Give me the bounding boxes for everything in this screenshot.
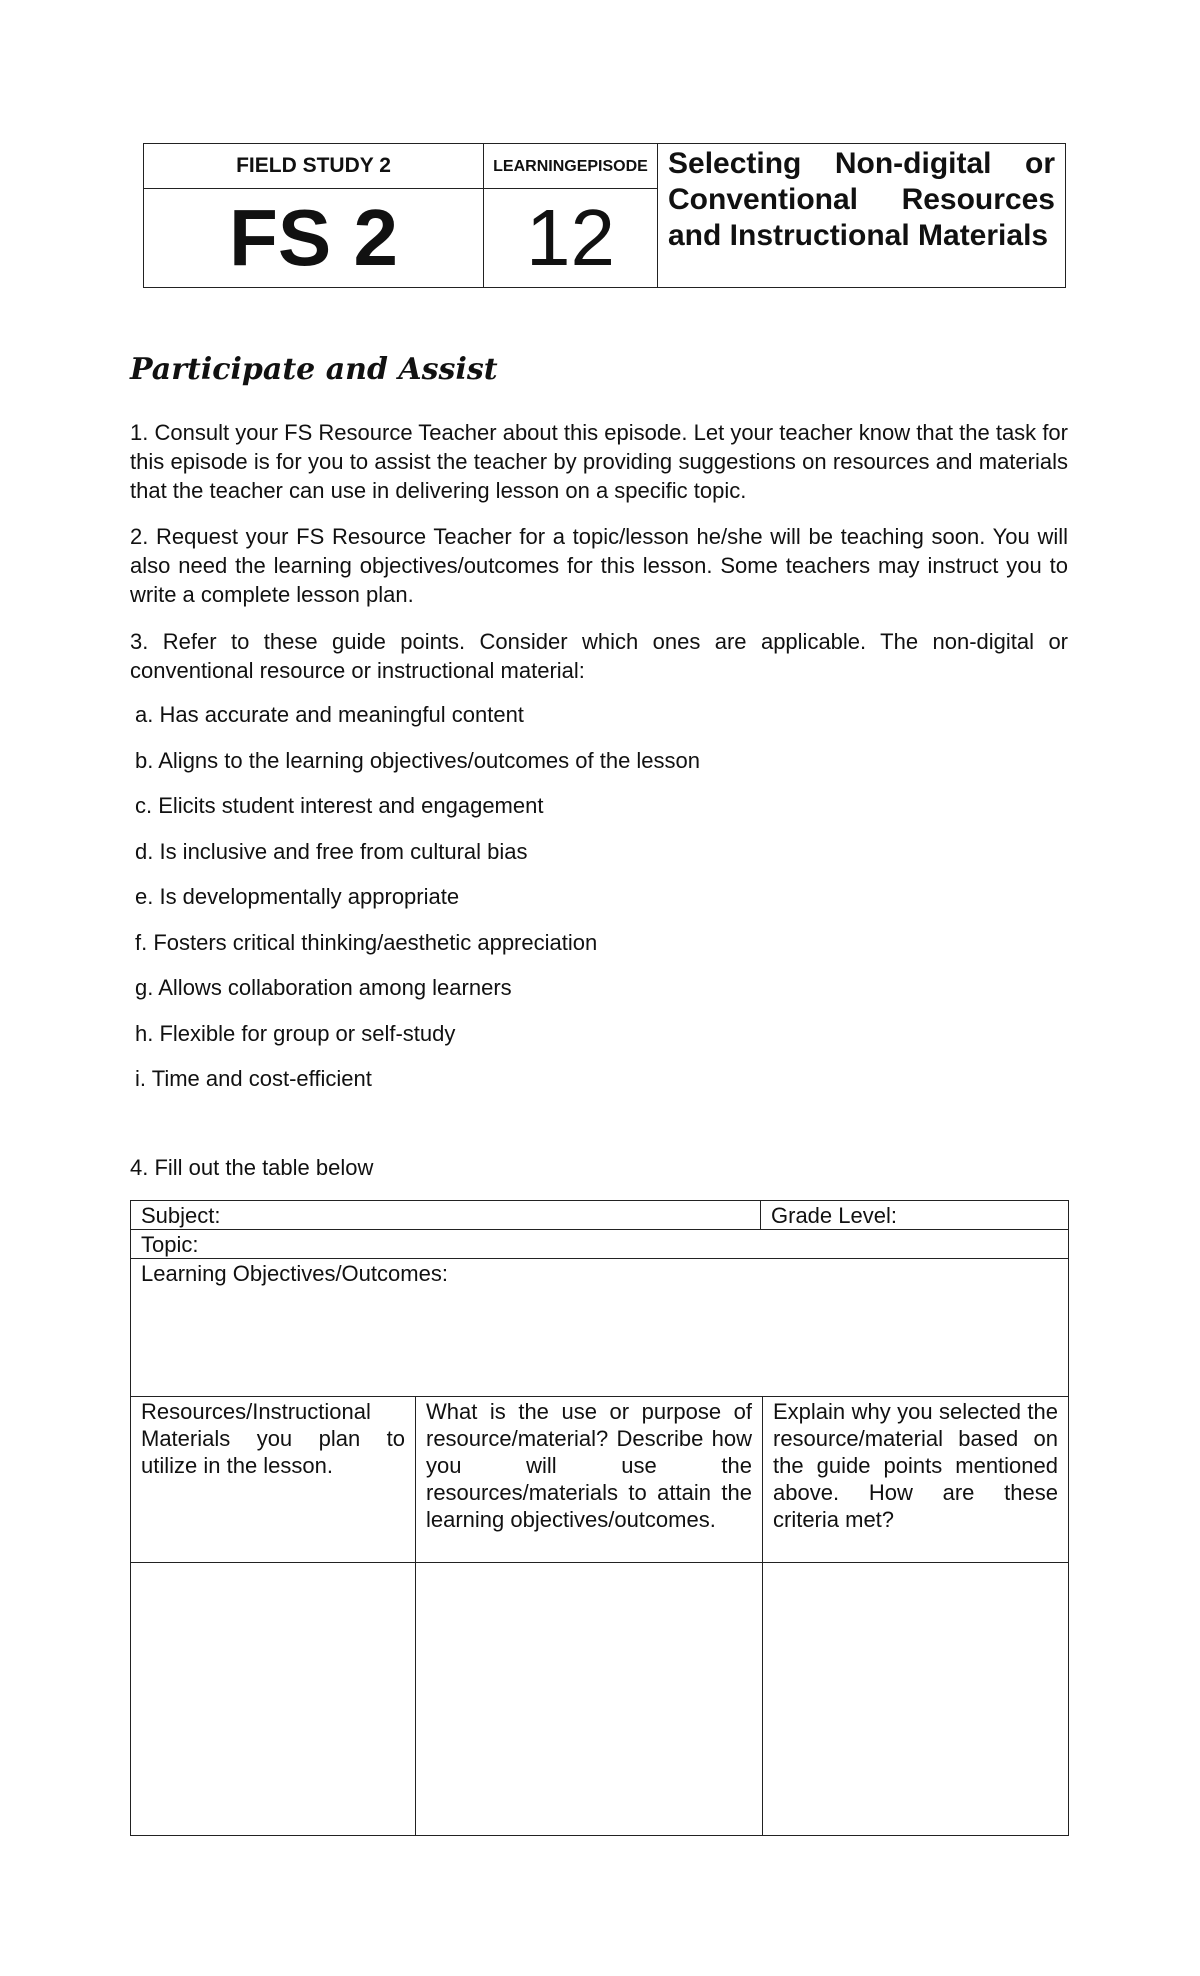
field-study-label: FIELD STUDY 2 xyxy=(144,144,483,189)
guide-point: h. Flexible for group or self-study xyxy=(135,1020,456,1046)
purpose-answer-cell[interactable] xyxy=(416,1563,763,1835)
episode-number: 12 xyxy=(526,193,615,282)
resources-answer-cell[interactable] xyxy=(131,1563,416,1835)
grade-level-cell[interactable]: Grade Level: xyxy=(771,1203,897,1228)
field-study-column xyxy=(144,144,484,287)
learning-episode-label xyxy=(484,144,657,189)
guide-point: c. Elicits student interest and engagement xyxy=(135,793,544,818)
guide-point: b. Aligns to the learning objectives/outcomes of the lesson xyxy=(135,747,701,773)
purpose-header: What is the use or purpose of resource/material? Describe how you will use the resources/materials to attain the learning objectives/outcomes. xyxy=(416,1397,763,1562)
section-heading: Participate and Assist xyxy=(130,352,498,387)
guide-point: i. Time and cost-efficient xyxy=(135,1066,372,1091)
topic-row xyxy=(131,1230,1068,1259)
subject-row xyxy=(131,1201,1068,1230)
guide-point: e. Is developmentally appropriate xyxy=(135,884,460,909)
subject-cell[interactable]: Subject: xyxy=(131,1201,761,1229)
topic-cell[interactable]: Topic: xyxy=(141,1232,199,1257)
learning-episode-column xyxy=(484,144,658,287)
objectives-cell[interactable]: Learning Objectives/Outcomes: xyxy=(141,1261,448,1286)
rationale-answer-cell[interactable] xyxy=(763,1563,1068,1835)
instruction-paragraph-3: 3. Refer to these guide points. Consider which ones are applicable. The non-digital or conventional resource or instructional material: xyxy=(130,629,1068,683)
instruction-paragraph-2: 2. Request your FS Resource Teacher for a topic/lesson he/she will be teaching soon. You will also need the learning objectives/outcomes for this lesson. Some teachers may instruct you to write a complete lesson plan. xyxy=(130,524,1068,607)
objectives-row xyxy=(131,1259,1068,1397)
guide-points-list xyxy=(135,700,700,1110)
episode-header xyxy=(143,143,1066,288)
guide-point: g. Allows collaboration among learners xyxy=(135,975,512,1000)
guide-point: d. Is inclusive and free from cultural bias xyxy=(135,838,528,864)
table-answer-row xyxy=(131,1563,1068,1835)
table-header-row xyxy=(131,1397,1068,1563)
guide-point: a. Has accurate and meaningful content xyxy=(135,702,524,727)
rationale-header: Explain why you selected the resource/material based on the guide points mentioned above. How are these criteria met? xyxy=(773,1399,1058,1532)
fill-out-table xyxy=(130,1200,1069,1836)
resources-header: Resources/Instructional Materials you plan to utilize in the lesson. xyxy=(131,1397,416,1562)
instruction-paragraph-1: 1. Consult your FS Resource Teacher about this episode. Let your teacher know that the task for this episode is for you to assist the teacher by providing suggestions on resources and materials that the teacher can use in delivering lesson on a specific topic. xyxy=(130,420,1068,503)
title-column xyxy=(658,144,1065,287)
learning-episode-label-line2: EPISODE xyxy=(576,157,648,175)
episode-title: Selecting Non-digital or Conventional Resources and Instructional Materials xyxy=(668,147,1055,252)
instruction-paragraph-4: 4. Fill out the table below xyxy=(130,1155,374,1180)
guide-point: f. Fosters critical thinking/aesthetic appreciation xyxy=(135,929,598,955)
learning-episode-label-line1: LEARNING xyxy=(493,157,577,175)
fs-code: FS 2 xyxy=(229,193,398,282)
